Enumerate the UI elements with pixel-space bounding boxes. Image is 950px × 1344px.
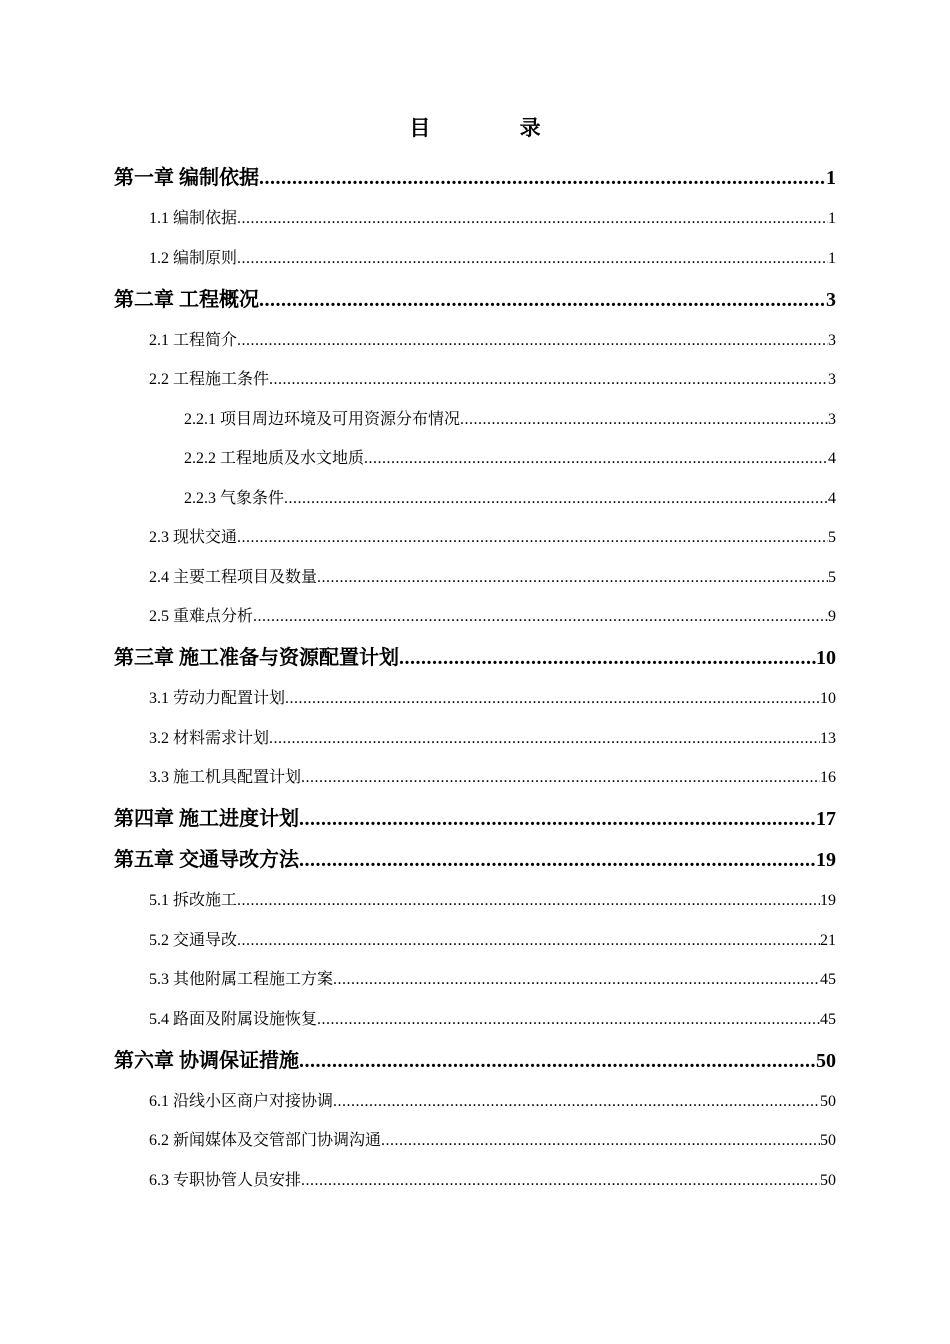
toc-entry[interactable]	[149, 724, 836, 754]
toc-entry[interactable]	[149, 326, 836, 356]
toc-entry-label: 5.1 拆改施工	[149, 892, 238, 909]
toc-leader-dots	[237, 926, 820, 956]
toc-entry-page-number: 19	[816, 849, 836, 871]
toc-entry-page-number: 50	[816, 1049, 836, 1072]
toc-entry-label: 2.3 现状交通	[149, 529, 238, 546]
toc-entry[interactable]	[149, 204, 836, 234]
toc-entry-page-number: 50	[820, 1092, 836, 1110]
toc-entry[interactable]	[114, 804, 836, 834]
toc-leader-dots	[259, 285, 826, 315]
toc-entry-page-number: 3	[828, 410, 836, 428]
toc-leader-dots	[299, 1046, 816, 1076]
toc-entry-page-number: 5	[828, 568, 836, 586]
toc-leader-dots	[299, 845, 816, 875]
toc-leader-dots	[317, 563, 828, 593]
toc-leader-dots	[381, 1126, 820, 1156]
toc-entry-page-number: 1	[826, 167, 836, 189]
toc-entry[interactable]	[149, 563, 836, 593]
toc-entry-page-number: 50	[820, 1132, 836, 1149]
toc-entry[interactable]	[114, 845, 836, 875]
toc-entry-label: 2.2.3 气象条件	[184, 489, 285, 507]
toc-entry-label: 2.2.2 工程地质及水文地质	[184, 450, 365, 467]
toc-leader-dots	[284, 484, 828, 514]
toc-entry[interactable]	[114, 285, 836, 315]
toc-entry-label: 6.1 沿线小区商户对接协调	[149, 1092, 334, 1110]
toc-entry[interactable]	[149, 365, 836, 395]
toc-entry-label: 2.2 工程施工条件	[149, 371, 270, 388]
toc-leader-dots	[399, 643, 816, 673]
toc-leader-dots	[333, 965, 820, 995]
toc-entry-label: 1.1 编制依据	[149, 210, 238, 227]
toc-entry-label: 第一章 编制依据	[114, 167, 259, 189]
toc-title: 目 录	[409, 116, 583, 140]
toc-entry[interactable]	[149, 1087, 836, 1117]
toc-entry[interactable]	[114, 1046, 836, 1076]
toc-leader-dots	[301, 1166, 820, 1196]
toc-entry[interactable]	[149, 926, 836, 956]
toc-entry[interactable]	[149, 1005, 836, 1035]
toc-entry[interactable]	[149, 886, 836, 916]
toc-entry-page-number: 4	[828, 450, 836, 467]
toc-entry-page-number: 17	[816, 808, 836, 830]
toc-entry-label: 2.2.1 项目周边环境及可用资源分布情况	[184, 410, 461, 428]
toc-leader-dots	[237, 244, 828, 274]
toc-entry[interactable]	[149, 763, 836, 793]
toc-leader-dots	[333, 1087, 820, 1117]
toc-entry-page-number: 50	[820, 1171, 836, 1189]
toc-entry-page-number: 16	[820, 769, 836, 786]
toc-entry-page-number: 45	[820, 1010, 836, 1028]
toc-leader-dots	[237, 523, 828, 553]
toc-leader-dots	[253, 602, 828, 632]
toc-entry-page-number: 3	[826, 288, 836, 311]
toc-entry-label: 2.5 重难点分析	[149, 608, 254, 625]
toc-entry-page-number: 9	[828, 608, 836, 625]
toc-entry[interactable]	[114, 643, 836, 673]
toc-entry-label: 3.2 材料需求计划	[149, 729, 270, 747]
toc-entry[interactable]	[149, 523, 836, 553]
toc-entry-label: 5.2 交通导改	[149, 931, 238, 949]
toc-entry-label: 第四章 施工进度计划	[114, 808, 299, 830]
toc-entry-label: 第六章 协调保证措施	[114, 1049, 299, 1072]
toc-leader-dots	[269, 365, 828, 395]
toc-entry-label: 1.2 编制原则	[149, 249, 238, 267]
toc-entry[interactable]	[149, 965, 836, 995]
toc-leader-dots	[460, 405, 828, 435]
toc-leader-dots	[285, 684, 820, 714]
toc-leader-dots	[237, 326, 828, 356]
toc-entry[interactable]	[149, 244, 836, 274]
toc-entry-label: 6.2 新闻媒体及交管部门协调沟通	[149, 1132, 382, 1149]
toc-entry[interactable]	[184, 484, 836, 514]
toc-leader-dots	[237, 204, 828, 234]
toc-entry[interactable]	[184, 405, 836, 435]
toc-leader-dots	[317, 1005, 820, 1035]
toc-entry-page-number: 13	[820, 729, 836, 747]
toc-entry[interactable]	[114, 163, 836, 193]
toc-entry[interactable]	[149, 1166, 836, 1196]
toc-leader-dots	[364, 444, 828, 474]
toc-entry[interactable]	[149, 684, 836, 714]
toc-entry-label: 6.3 专职协管人员安排	[149, 1171, 302, 1189]
toc-entry-page-number: 1	[828, 249, 836, 267]
toc-entry-label: 2.1 工程简介	[149, 331, 238, 349]
toc-entry-page-number: 4	[828, 489, 836, 507]
toc-entry-page-number: 45	[820, 971, 836, 988]
toc-entry-label: 第二章 工程概况	[114, 288, 259, 311]
toc-entry-page-number: 5	[828, 529, 836, 546]
toc-leader-dots	[301, 763, 820, 793]
toc-entry-label: 3.1 劳动力配置计划	[149, 690, 286, 707]
toc-entry-label: 5.4 路面及附属设施恢复	[149, 1010, 318, 1028]
toc-entry-page-number: 1	[828, 210, 836, 227]
toc-entry-page-number: 10	[816, 647, 836, 669]
toc-entry-page-number: 3	[828, 331, 836, 349]
toc-entry-page-number: 21	[820, 931, 836, 949]
toc-entry-label: 第五章 交通导改方法	[114, 849, 299, 871]
toc-entry-page-number: 10	[820, 690, 836, 707]
toc-leader-dots	[299, 804, 816, 834]
toc-entry[interactable]	[184, 444, 836, 474]
toc-leader-dots	[237, 886, 820, 916]
toc-leader-dots	[269, 724, 820, 754]
toc-entry-page-number: 19	[820, 892, 836, 909]
toc-entry-label: 5.3 其他附属工程施工方案	[149, 971, 334, 988]
toc-entry[interactable]	[149, 1126, 836, 1156]
toc-entry-label: 2.4 主要工程项目及数量	[149, 568, 318, 586]
toc-entry-page-number: 3	[828, 371, 836, 388]
toc-entry-label: 第三章 施工准备与资源配置计划	[114, 647, 399, 669]
toc-entry-label: 3.3 施工机具配置计划	[149, 769, 302, 786]
toc-entry[interactable]	[149, 602, 836, 632]
toc-leader-dots	[259, 163, 826, 193]
